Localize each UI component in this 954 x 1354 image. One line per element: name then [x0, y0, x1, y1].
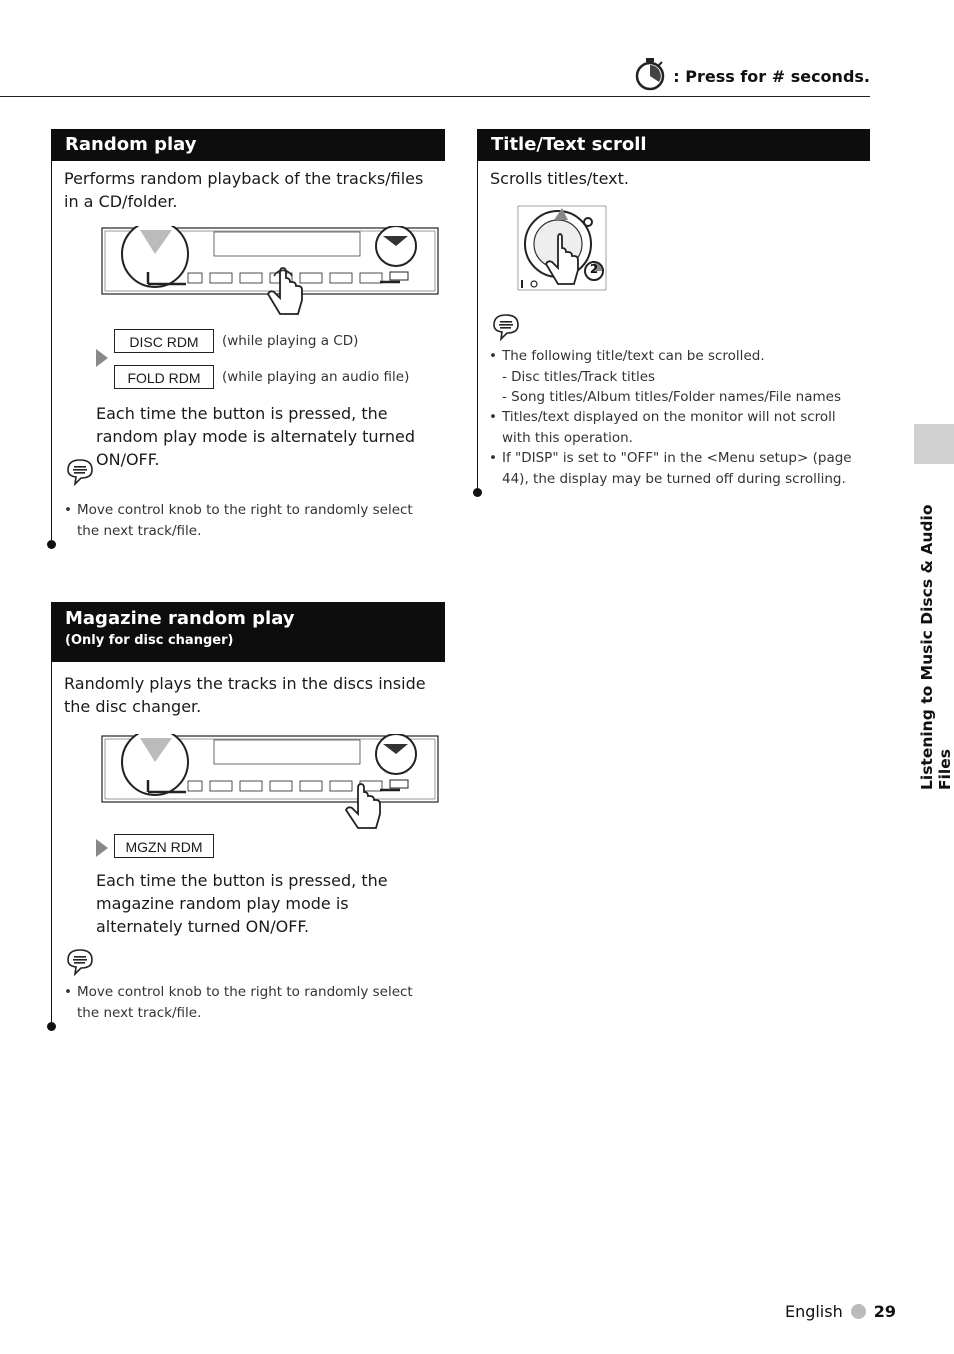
result-arrow-icon	[96, 349, 108, 367]
note-text: If "DISP" is set to "OFF" in the <Menu setup> (page 44), the display may be turned off during scrolling.	[502, 450, 852, 487]
note-sub-item: - Song titles/Album titles/Folder names/File names	[502, 389, 841, 405]
head-unit-illustration	[100, 734, 442, 834]
result-arrow-icon	[96, 839, 108, 857]
press-legend-text: : Press for # seconds.	[673, 66, 870, 86]
note-text: Move control knob to the right to randomly select the next track/file.	[77, 502, 413, 539]
note-item: • Move control knob to the right to randomly select the next track/file.	[64, 982, 434, 1023]
footer-language: English	[784, 1302, 843, 1321]
intro-text: Randomly plays the tracks in the discs inside the disc changer.	[64, 674, 426, 716]
note-text: The following title/text can be scrolled.	[502, 348, 765, 364]
timer-digit: 2	[589, 262, 599, 276]
display-box-disc-rdm: DISC RDM	[114, 329, 214, 353]
timer-icon	[635, 57, 665, 95]
side-tab-label: Listening to Music Discs & Audio Files	[918, 504, 954, 790]
section-end-dot	[47, 540, 56, 549]
description-text: Each time the button is pressed, the magazine random play mode is alternately turned ON/OFF.	[96, 871, 388, 936]
section-rule	[477, 161, 478, 492]
page-footer	[785, 1302, 896, 1321]
section-rule	[51, 662, 52, 1026]
description-text: Each time the button is pressed, the random play mode is alternately turned ON/OFF.	[96, 404, 416, 469]
section-end-dot	[473, 488, 482, 497]
display-caption: (while playing an audio file)	[222, 369, 410, 385]
header-rule	[0, 96, 870, 97]
display-caption: (while playing a CD)	[222, 333, 359, 349]
section-header-magazine-random	[51, 602, 445, 662]
knob-illustration	[514, 204, 610, 300]
side-tab-marker	[914, 424, 954, 464]
section-end-dot	[47, 1022, 56, 1031]
section-header-random-play	[51, 129, 445, 161]
section-title: Random play	[65, 134, 197, 155]
head-unit-illustration	[100, 226, 442, 326]
display-box-mgzn-rdm: MGZN RDM	[114, 834, 214, 858]
note-icon	[64, 946, 96, 982]
section-title: Title/Text scroll	[491, 134, 647, 155]
intro-text: Performs random playback of the tracks/files in a CD/folder.	[64, 169, 424, 211]
intro-text: Scrolls titles/text.	[490, 169, 629, 188]
note-sub-item: - Disc titles/Track titles	[502, 368, 656, 385]
display-box-fold-rdm: FOLD RDM	[114, 365, 214, 389]
page-number: 29	[873, 1302, 896, 1321]
section-subtitle: (Only for disc changer)	[65, 633, 234, 648]
note-icon	[490, 311, 522, 347]
note-item: • If "DISP" is set to "OFF" in the <Menu setup> (page 44), the display may be turned off during scrolling.	[489, 448, 861, 489]
note-icon	[64, 456, 96, 492]
note-item: • Titles/text displayed on the monitor will not scroll with this operation.	[489, 407, 861, 448]
footer-dot-icon	[851, 1304, 866, 1319]
note-item: • Move control knob to the right to randomly select the next track/file.	[64, 500, 434, 541]
note-text: Move control knob to the right to randomly select the next track/file.	[77, 984, 413, 1021]
press-legend	[635, 58, 870, 94]
note-text: Titles/text displayed on the monitor will not scroll with this operation.	[502, 409, 836, 446]
section-title: Magazine random play	[65, 608, 295, 629]
note-item: • The following title/text can be scrolled. - Disc titles/Track titles - Song titles/Album titles/Folder names/File names	[489, 346, 861, 408]
section-header-title-text-scroll	[477, 129, 870, 161]
section-rule	[51, 161, 52, 544]
